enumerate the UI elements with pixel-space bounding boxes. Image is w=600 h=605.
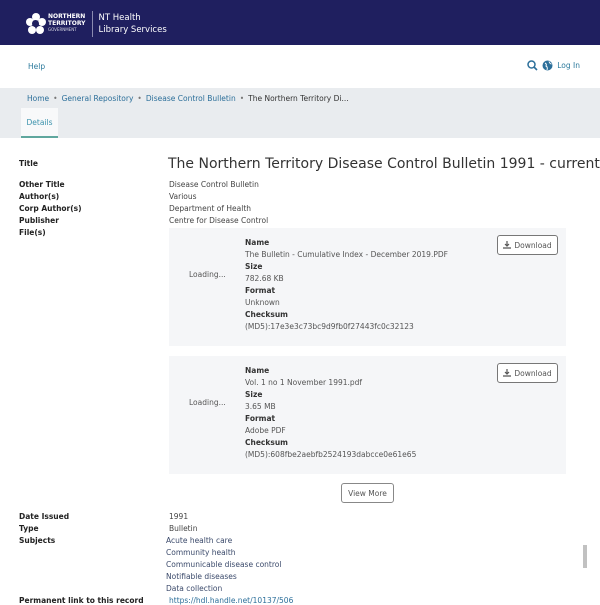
- file-name: Vol. 1 no 1 November 1991.pdf: [245, 378, 363, 387]
- thumbnail-loading: Loading...: [189, 270, 226, 279]
- permalink-link[interactable]: https://hdl.handle.net/10137/506: [169, 596, 294, 605]
- divider: [92, 11, 93, 37]
- site-title: NT Health: [98, 13, 141, 23]
- subjects-scrollbar[interactable]: [582, 537, 588, 589]
- corp-author-value: Department of Health: [169, 204, 252, 213]
- download-button[interactable]: [497, 235, 558, 255]
- subject-link[interactable]: Communicable disease control: [166, 560, 282, 569]
- date-issued-value: 1991: [169, 512, 189, 521]
- logo-text: TERRITORY: [48, 19, 86, 27]
- files-label: File(s): [19, 228, 46, 237]
- subject-link[interactable]: Acute health care: [166, 536, 233, 545]
- subjects-label: Subjects: [19, 536, 56, 545]
- subject-link[interactable]: Data collection: [166, 584, 223, 593]
- download-icon: [503, 241, 511, 249]
- publisher-label: Publisher: [19, 216, 59, 225]
- download-icon: [503, 369, 511, 377]
- site-header: [0, 0, 600, 45]
- search-icon[interactable]: [527, 60, 538, 71]
- breadcrumb-home[interactable]: Home: [27, 94, 50, 103]
- other-title-label: Other Title: [19, 180, 65, 189]
- format-label: Format: [245, 414, 276, 423]
- site-subtitle: Library Services: [98, 25, 167, 35]
- date-issued-label: Date Issued: [19, 512, 70, 521]
- logo-text: GOVERNMENT: [48, 27, 77, 33]
- authors-value: Various: [169, 192, 197, 201]
- name-label: Name: [245, 366, 270, 375]
- breadcrumb-general-repository[interactable]: General Repository: [61, 94, 134, 103]
- tab-details[interactable]: Details: [21, 108, 58, 138]
- corp-author-label: Corp Author(s): [19, 204, 82, 213]
- file-checksum: (MD5):608fbe2aebfb2524193dabcce0e61e65: [245, 450, 417, 459]
- logo-flower-icon: [26, 13, 46, 35]
- help-link[interactable]: Help: [28, 62, 46, 71]
- breadcrumb-current: The Northern Territory Di...: [248, 94, 349, 103]
- download-label: Download: [514, 240, 552, 250]
- size-label: Size: [245, 262, 263, 271]
- subject-link[interactable]: Notifiable diseases: [166, 572, 237, 581]
- format-label: Format: [245, 286, 276, 295]
- view-more-button[interactable]: View More: [341, 483, 394, 503]
- title-label: Title: [19, 159, 38, 168]
- breadcrumb: Home • General Repository • Disease Control Bulletin • The Northern Territory Di... Details: [0, 88, 600, 138]
- permalink-label: Permanent link to this record: [19, 596, 144, 605]
- type-value: Bulletin: [169, 524, 198, 533]
- download-label: Download: [514, 368, 552, 378]
- authors-label: Author(s): [19, 192, 60, 201]
- file-size: 782.68 KB: [245, 274, 284, 283]
- file-item: [169, 356, 566, 474]
- globe-icon[interactable]: [542, 60, 553, 71]
- publisher-value: Centre for Disease Control: [169, 216, 269, 225]
- file-item: [169, 228, 566, 346]
- file-size: 3.65 MB: [245, 402, 276, 411]
- name-label: Name: [245, 238, 270, 247]
- other-title-value: Disease Control Bulletin: [169, 180, 259, 189]
- file-checksum: (MD5):17e3e3c73bc9d9fb0f27443fc0c32123: [245, 322, 414, 331]
- thumbnail-loading: Loading...: [189, 398, 226, 407]
- page-title: The Northern Territory Disease Control Bulletin 1991 - current: [168, 156, 600, 172]
- file-format: Adobe PDF: [245, 426, 286, 435]
- download-button[interactable]: [497, 363, 558, 383]
- checksum-label: Checksum: [245, 310, 288, 319]
- size-label: Size: [245, 390, 263, 399]
- breadcrumb-disease-control-bulletin[interactable]: Disease Control Bulletin: [145, 94, 236, 103]
- file-format: Unknown: [245, 298, 280, 307]
- nt-government-logo[interactable]: [26, 11, 167, 37]
- subject-link[interactable]: Community health: [166, 548, 236, 557]
- logo-text: NORTHERN: [48, 13, 86, 21]
- file-name: The Bulletin - Cumulative Index - December 2019.PDF: [245, 250, 448, 259]
- checksum-label: Checksum: [245, 438, 288, 447]
- navbar: [0, 45, 600, 88]
- type-label: Type: [19, 524, 39, 533]
- login-link[interactable]: Log In: [557, 61, 580, 70]
